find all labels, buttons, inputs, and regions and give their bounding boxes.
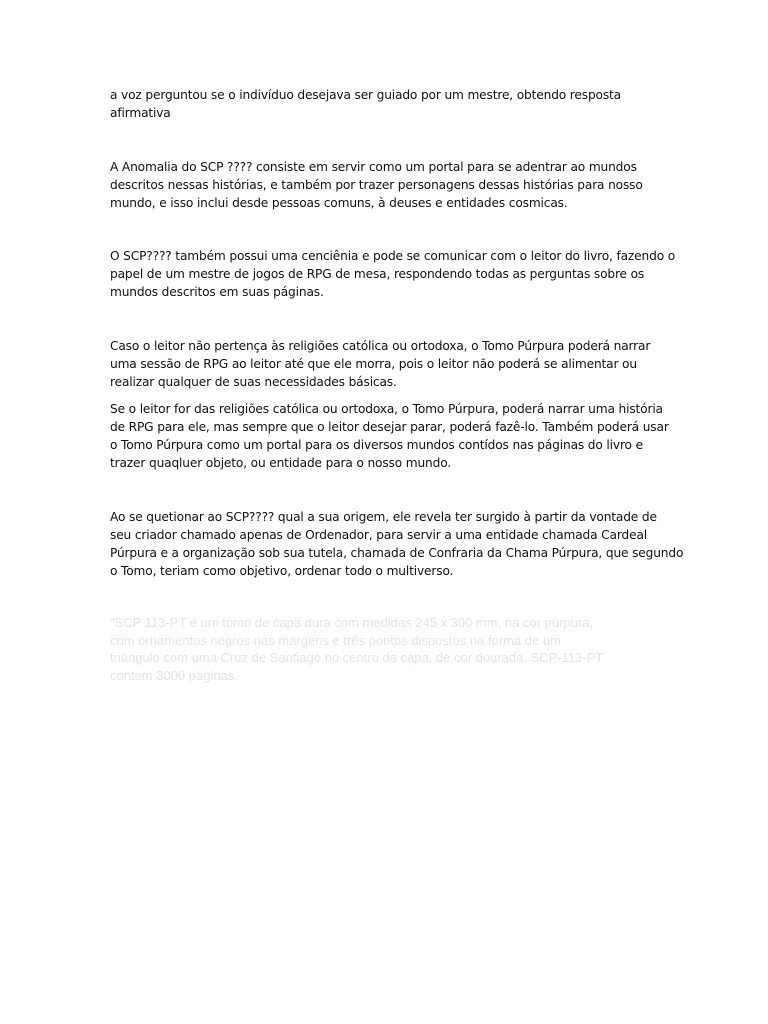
- text-line: mundos descritos em suas páginas.: [110, 285, 324, 299]
- paragraph-believer-reader: [110, 400, 669, 472]
- text-line: Se o leitor for das religiões católica ou ortodoxa, o Tomo Púrpura, poderá narrar uma história: [110, 402, 663, 416]
- text-line: realizar qualquer de suas necessidades básicas.: [110, 375, 397, 389]
- text-line: o Tomo, teriam como objetivo, ordenar todo o multiverso.: [110, 564, 454, 578]
- text-line: descritos nessas histórias, e também por trazer personagens dessas histórias para nosso: [110, 178, 643, 192]
- text-line: afirmativa: [110, 106, 171, 120]
- paragraph-origin: [110, 508, 684, 580]
- text-line: de RPG para ele, mas sempre que o leitor desejar parar, poderá fazê-lo. Também poderá usar: [110, 420, 669, 434]
- text-line: a voz perguntou se o indivíduo desejava ser guiado por um mestre, obtendo resposta: [110, 88, 621, 102]
- text-line: "SCP 113-PT é um tomo de capa dura com medidas 245 x 300 mm, na cor púrpura,: [110, 615, 593, 630]
- text-line: Ao se quetionar ao SCP???? qual a sua origem, ele revela ter surgido à partir da vontade de: [110, 510, 657, 524]
- text-line: triângulo com uma Cruz de Santiago no centro da capa, de cor dourada. SCP-113-PT: [110, 650, 604, 665]
- text-line: seu criador chamado apenas de Ordenador, para servir a uma entidade chamada Cardeal: [110, 528, 647, 542]
- text-line: A Anomalia do SCP ???? consiste em servir como um portal para se adentrar ao mundos: [110, 160, 637, 174]
- text-line: uma sessão de RPG ao leitor até que ele morra, pois o leitor não poderá se alimentar ou: [110, 357, 637, 371]
- paragraph-non-believer-reader: [110, 337, 662, 391]
- paragraph-anomaly: [110, 158, 662, 212]
- paragraph-sentience: [110, 247, 676, 301]
- text-line: papel de um mestre de jogos de RPG de mesa, respondendo todas as perguntas sobre os: [110, 267, 645, 281]
- text-line: Púrpura e a organização sob sua tutela, chamada de Confraria da Chama Púrpura, que segundo: [110, 546, 684, 560]
- text-line: trazer quaqluer objeto, ou entidade para o nosso mundo.: [110, 456, 452, 470]
- paragraph-faded-description: [110, 614, 662, 684]
- text-line: contem 3000 páginas.: [110, 667, 238, 683]
- paragraph-voice-question: [110, 86, 662, 122]
- text-line: Caso o leitor não pertença às religiões católica ou ortodoxa, o Tomo Púrpura poderá narrar: [110, 339, 651, 353]
- text-line: com ornamentos negros nas margens e três pontos dispostos na forma de um: [110, 632, 561, 648]
- text-line: O SCP???? também possui uma cenciênia e pode se comunicar com o leitor do livro, fazendo o: [110, 249, 676, 263]
- text-line: o Tomo Púrpura como um portal para os diversos mundos contídos nas páginas do livro e: [110, 438, 643, 452]
- text-line: mundo, e isso inclui desde pessoas comuns, à deuses e entidades cosmicas.: [110, 196, 568, 210]
